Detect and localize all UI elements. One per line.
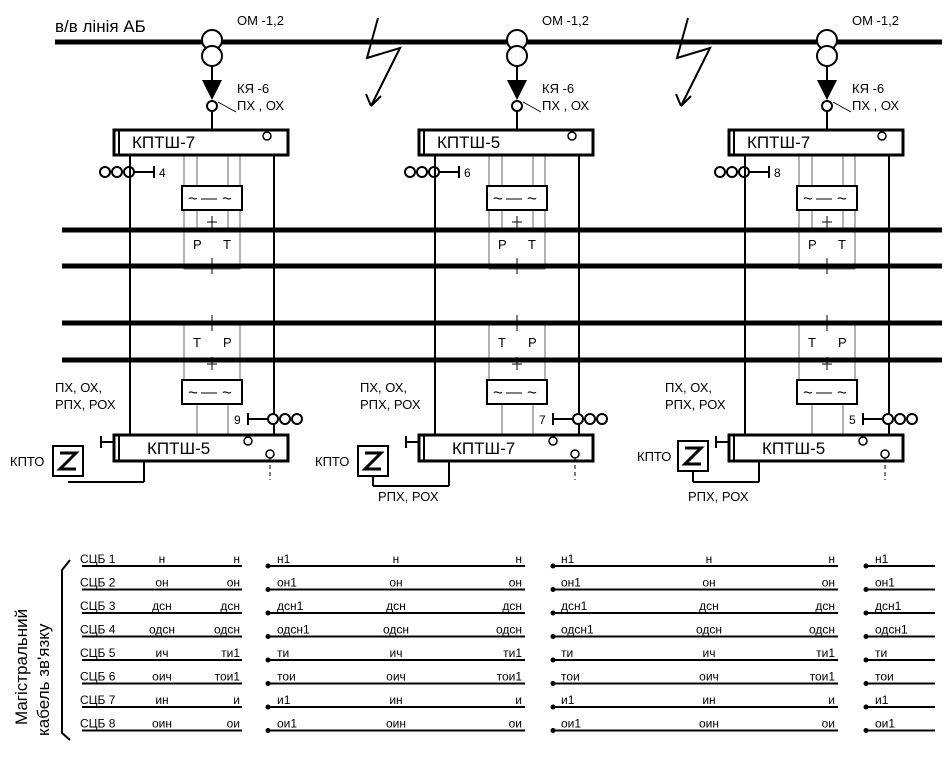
indicator-icon [878,132,886,140]
splice-dot-icon [551,681,556,686]
relay-coil-icon [268,414,278,424]
splice-dot-icon [864,728,869,733]
splice-dot-icon [551,587,556,592]
rectifier-icon: ~ [837,383,847,402]
relay-coil-icon [597,414,607,424]
cable-wire-label: н [705,552,713,566]
cable-wire-label: н [828,552,835,566]
splice-dot-icon [266,587,271,592]
lower-label-line-2: РПХ, РОХ [665,397,726,412]
splice-dot-icon [266,564,271,569]
label-leader [218,102,236,112]
cable-wire-label: он [226,575,240,590]
rectifier-icon: ~ [493,383,503,402]
cable-wire-label: и1 [875,693,889,707]
om-label: ОМ -1,2 [852,13,899,28]
relay-coil-icon [292,414,302,424]
kpto-label: КПТО [637,449,672,464]
cable-wire-label: ои1 [561,716,582,731]
cable-wire-label: и [828,693,835,707]
cable-wire-label: дсн [386,599,406,613]
rpx-rox-label: РПХ, РОХ [688,489,749,504]
fuse-terminal-icon [207,101,217,111]
cable-wire-label: дсн [699,599,719,613]
unit-2 [315,13,607,504]
px-ox-label: ПХ , ОХ [542,98,590,113]
lower-number: 7 [539,413,546,427]
cable-wire-label: дсн [152,599,172,613]
cable-wire-label: оин [698,716,720,731]
output-terminal-icon [881,450,889,458]
kpto-label: КПТО [315,454,350,469]
splice-dot-icon [551,658,556,663]
kpto-label: КПТО [10,454,45,469]
rectifier-icon: ~ [222,189,232,208]
transmitter-label: Т [498,335,506,350]
upper-box-label: КПТШ-5 [437,133,501,152]
receiver-label: Р [498,237,507,252]
cable-title-line-1: Магістральний [12,608,31,725]
splice-dot-icon [864,681,869,686]
cable-wire-label: он1 [561,575,581,590]
label-leader [833,102,851,112]
indicator-icon [568,132,576,140]
rectifier-icon: ~ [803,189,813,208]
cable-wire-label: дсн1 [875,599,902,613]
cable-row-label: СЦБ 1 [80,552,116,566]
cable-wire-label: тои [277,669,296,684]
lightning-icon [367,18,400,106]
cable-wire-label: ои1 [277,716,298,731]
relay-coil-icon [715,167,725,177]
lower-label-line-2: РПХ, РОХ [360,397,421,412]
kya-label: КЯ -6 [237,81,270,96]
splice-dot-icon [551,564,556,569]
relay-coil-icon [727,167,737,177]
cable-wire-label: он [508,575,522,590]
label-leader [523,102,541,112]
cable-wire-label: и [515,693,522,707]
cable-wire-label: оич [152,669,172,684]
cable-row-label: СЦБ 5 [80,646,116,660]
cable-wire-label: он [389,575,403,590]
cable-wire-label: н [158,552,166,566]
cable-wire-label: он1 [277,575,297,590]
main-cable [12,552,935,740]
px-ox-label: ПХ , ОХ [237,98,285,113]
rectifier-icon: ~ [803,383,813,402]
rectifier-icon: ~ [527,383,537,402]
receiver-label: Р [223,335,232,350]
cable-wire-label: одсн [695,622,723,637]
splice-dot-icon [266,681,271,686]
cable-wire-label: одсн1 [277,622,310,637]
cable-wire-label: он1 [875,575,895,590]
cable-wire-label: он [155,575,169,590]
transformer-icon [202,46,222,66]
cable-wire-label: одсн [808,622,835,637]
lower-box-label: КПТШ-5 [762,439,826,458]
receiver-label: Р [193,237,202,252]
lower-label-line-1: ПХ, ОХ, [360,380,408,395]
cable-wire-label: дсн1 [277,599,304,613]
cable-row-label: СЦБ 2 [80,575,116,590]
cable-wire-label: н [392,552,400,566]
cable-wire-label: ои1 [875,716,896,731]
rpx-rox-label: РПХ, РОХ [378,489,439,504]
splice-dot-icon [864,658,869,663]
rectifier-icon: ~ [837,189,847,208]
receiver-label: Р [838,335,847,350]
cable-wire-label: ти1 [816,646,835,660]
cable-wire-label: ич [702,646,716,660]
cable-row-label: СЦБ 6 [80,669,116,684]
relay-coil-icon [112,167,122,177]
kya-label: КЯ -6 [852,81,885,96]
cable-wire-label: ои [508,716,522,731]
indicator-icon [244,437,252,445]
splice-dot-icon [864,611,869,616]
indicator-icon [859,437,867,445]
cable-wire-label: одсн [495,622,522,637]
cable-wire-label: ои [226,716,240,731]
px-ox-label: ПХ , ОХ [852,98,900,113]
relay-coil-icon [280,414,290,424]
lower-box-label: КПТШ-7 [452,439,516,458]
cable-wire-label: ти [561,646,574,660]
cable-wire-label: и [233,693,240,707]
cable-wire-label: ти1 [221,646,240,660]
transmitter-label: Т [808,335,816,350]
cable-wire-label: ти1 [503,646,522,660]
lower-box-label: КПТШ-5 [147,439,211,458]
cable-row-label: СЦБ 3 [80,599,116,613]
fuse-terminal-icon [822,101,832,111]
splice-dot-icon [864,634,869,639]
rectifier-icon: ~ [222,383,232,402]
cable-wire-label: дсн [220,599,240,613]
splice-dot-icon [551,634,556,639]
cable-wire-label: ич [155,646,169,660]
lower-number: 9 [234,413,241,427]
relay-coil-icon [895,414,905,424]
splice-dot-icon [551,611,556,616]
cable-wire-label: н [515,552,522,566]
splice-dot-icon [266,658,271,663]
transformer-icon [507,46,527,66]
transmitter-label: Т [193,335,201,350]
cable-wire-label: тои [875,669,894,684]
cable-wire-label: оич [386,669,406,684]
lower-label-line-1: ПХ, ОХ, [665,380,713,395]
cable-wire-label: н1 [875,552,889,566]
cable-wire-label: одсн [213,622,240,637]
relay-coil-icon [405,167,415,177]
upper-box-label: КПТШ-7 [747,133,811,152]
cable-wire-label: н1 [277,552,291,566]
relay-coil-icon [907,414,917,424]
transmitter-label: Т [223,237,231,252]
cable-wire-label: оин [385,716,407,731]
splice-dot-icon [266,611,271,616]
upper-number: 8 [774,166,781,180]
cable-wire-label: ич [389,646,403,660]
rectifier-icon: ~ [493,189,503,208]
transmitter-label: Т [528,237,536,252]
receiver-label: Р [528,335,537,350]
lower-number: 5 [849,413,856,427]
splice-dot-icon [266,634,271,639]
relay-coil-icon [883,414,893,424]
choke-icon [207,216,217,229]
cable-wire-label: одсн1 [561,622,594,637]
cable-wire-label: ти [277,646,290,660]
cable-wire-label: он [702,575,716,590]
cable-wire-label: н [233,552,240,566]
om-label: ОМ -1,2 [237,13,284,28]
cable-wire-label: дсн [502,599,522,613]
splice-dot-icon [551,728,556,733]
cable-wire-label: одсн [148,622,176,637]
indicator-icon [263,132,271,140]
splice-dot-icon [864,587,869,592]
upper-box-label: КПТШ-7 [132,133,196,152]
hv-line-label: в/в лінія АБ [55,17,146,36]
splice-dot-icon [266,728,271,733]
splice-dot-icon [266,705,271,710]
cable-wire-label: ин [389,693,403,707]
cable-wire-label: н1 [561,552,575,566]
cable-wire-label: ин [702,693,716,707]
cable-wire-label: дсн [815,599,835,613]
cable-wire-label: он [821,575,835,590]
output-terminal-icon [571,450,579,458]
rectifier-icon: ~ [188,189,198,208]
cable-wire-label: дсн1 [561,599,588,613]
upper-number: 6 [464,166,471,180]
rectifier-icon: ~ [527,189,537,208]
cable-wire-label: и1 [561,693,575,707]
cable-row-label: СЦБ 4 [80,622,116,637]
rectifier-icon: ~ [188,383,198,402]
cable-wire-label: ои [821,716,835,731]
cable-rows [80,552,935,733]
unit-1 [10,13,302,482]
relay-coil-icon [417,167,427,177]
cable-wire-label: и1 [277,693,291,707]
cable-wire-label: ин [155,693,169,707]
cable-title-line-2: кабель зв'язку [34,623,53,736]
cable-bracket [62,560,70,740]
transmitter-label: Т [838,237,846,252]
cable-row-label: СЦБ 8 [80,716,116,731]
cable-wire-label: оич [699,669,719,684]
cable-wire-label: одсн1 [875,622,908,637]
cable-wire-label: одсн [382,622,410,637]
unit-3 [637,13,917,504]
cable-wire-label: тои1 [214,669,240,684]
cable-wire-label: ти [875,646,888,660]
splice-dot-icon [551,705,556,710]
relay-coil-icon [100,167,110,177]
kya-label: КЯ -6 [542,81,575,96]
choke-icon [822,216,832,229]
lightning-icon [677,18,710,106]
cable-wire-label: тои1 [809,669,835,684]
lower-label-line-2: РПХ, РОХ [55,397,116,412]
transformer-icon [817,46,837,66]
cable-row-label: СЦБ 7 [80,693,116,707]
lower-label-line-1: ПХ, ОХ, [55,380,103,395]
relay-coil-icon [585,414,595,424]
cable-wire-label: оин [151,716,173,731]
cable-wire-label: тои1 [496,669,522,684]
relay-coil-icon [573,414,583,424]
splice-dot-icon [864,705,869,710]
choke-icon [512,216,522,229]
output-terminal-icon [266,450,274,458]
indicator-icon [549,437,557,445]
om-label: ОМ -1,2 [542,13,589,28]
fuse-terminal-icon [512,101,522,111]
receiver-label: Р [808,237,817,252]
cable-wire-label: тои [561,669,580,684]
splice-dot-icon [864,564,869,569]
upper-number: 4 [159,166,166,180]
